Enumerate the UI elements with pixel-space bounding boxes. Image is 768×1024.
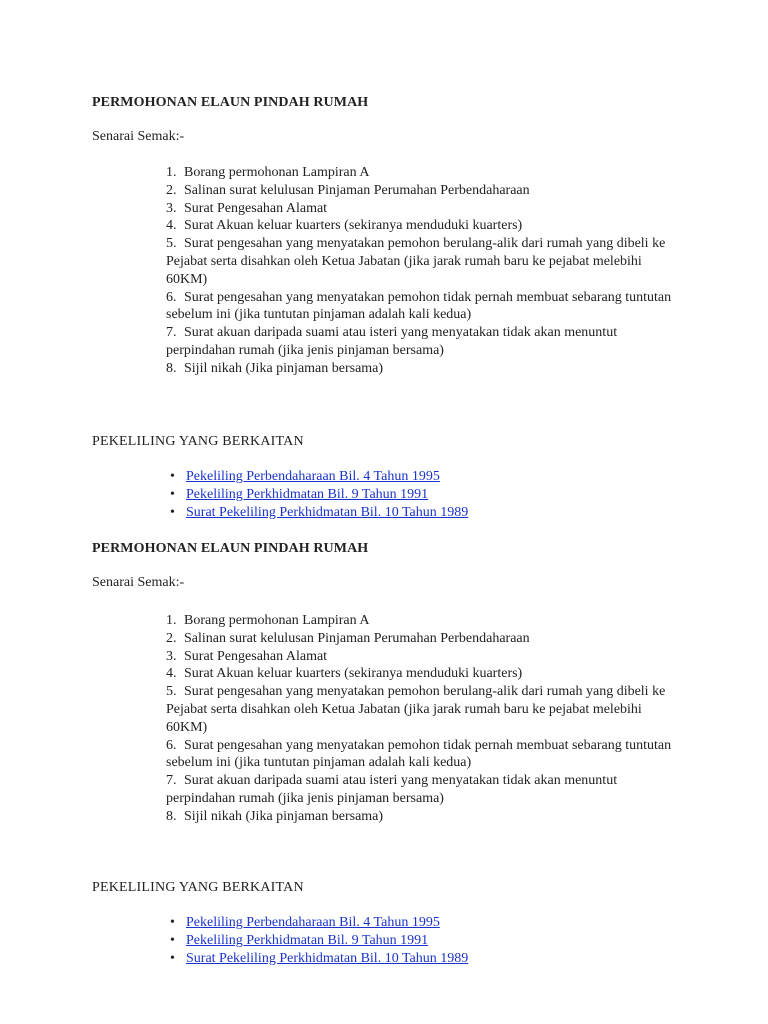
list-item	[170, 950, 468, 968]
checklist	[166, 164, 686, 378]
checklist-item: 6. Surat pengesahan yang menyatakan pemohon tidak pernah membuat sebarang tuntutan sebelum ini (jika tuntutan pinjaman adalah kali kedua)	[166, 289, 672, 323]
bullet-icon: •	[170, 951, 175, 966]
checklist-item: 3. Surat Pengesahan Alamat	[166, 648, 328, 664]
bullet-icon: •	[170, 505, 175, 520]
checklist-label: Senarai Semak:-	[92, 129, 185, 144]
related-links-list	[170, 468, 468, 522]
circular-link[interactable]: Pekeliling Perkhidmatan Bil. 9 Tahun 1991	[186, 933, 429, 948]
checklist-item: 4. Surat Akuan keluar kuarters (sekiranya menduduki kuarters)	[166, 666, 523, 682]
bullet-icon: •	[170, 915, 175, 930]
checklist-item: 8. Sijil nikah (Jika pinjaman bersama)	[166, 808, 384, 824]
bullet-icon: •	[170, 469, 175, 484]
checklist-item: 5. Surat pengesahan yang menyatakan pemohon berulang-alik dari rumah yang dibeli ke Pejabat serta disahkan oleh Ketua Jabatan (jika jarak rumah baru ke pejabat melebihi 60KM)	[166, 684, 666, 735]
checklist-item: 6. Surat pengesahan yang menyatakan pemohon tidak pernah membuat sebarang tuntutan sebelum ini (jika tuntutan pinjaman adalah kali kedua)	[166, 737, 672, 771]
bullet-icon: •	[170, 933, 175, 948]
list-item	[170, 468, 468, 486]
checklist-item: 7. Surat akuan daripada suami atau isteri yang menyatakan tidak akan menuntut perpindahan rumah (jika jenis pinjaman bersama)	[166, 325, 618, 358]
circular-link[interactable]: Pekeliling Perkhidmatan Bil. 9 Tahun 1991	[186, 487, 429, 502]
section-title: PERMOHONAN ELAUN PINDAH RUMAH	[92, 541, 369, 556]
section-2	[92, 540, 692, 558]
checklist-item: 8. Sijil nikah (Jika pinjaman bersama)	[166, 360, 384, 376]
list-item	[170, 486, 468, 504]
checklist-item: 2. Salinan surat kelulusan Pinjaman Perumahan Perbendaharaan	[166, 182, 530, 198]
list-item	[170, 932, 468, 950]
checklist-item: 1. Borang permohonan Lampiran A	[166, 165, 370, 180]
related-circulars-title: PEKELILING YANG BERKAITAN	[92, 434, 304, 449]
checklist-item: 5. Surat pengesahan yang menyatakan pemohon berulang-alik dari rumah yang dibeli ke Pejabat serta disahkan oleh Ketua Jabatan (jika jarak rumah baru ke pejabat melebihi 60KM)	[166, 236, 666, 287]
related-links-list	[170, 914, 468, 968]
circular-link[interactable]: Surat Pekeliling Perkhidmatan Bil. 10 Tahun 1989	[186, 951, 469, 966]
list-item	[170, 504, 468, 522]
section-1	[92, 94, 692, 112]
checklist-label: Senarai Semak:-	[92, 575, 185, 590]
circular-link[interactable]: Pekeliling Perbendaharaan Bil. 4 Tahun 1995	[186, 469, 440, 484]
list-item	[170, 914, 468, 932]
checklist-item: 1. Borang permohonan Lampiran A	[166, 613, 370, 628]
checklist	[166, 612, 686, 826]
circular-link[interactable]: Pekeliling Perbendaharaan Bil. 4 Tahun 1995	[186, 915, 440, 930]
checklist-item: 4. Surat Akuan keluar kuarters (sekiranya menduduki kuarters)	[166, 218, 523, 234]
checklist-item: 2. Salinan surat kelulusan Pinjaman Perumahan Perbendaharaan	[166, 630, 530, 646]
circular-link[interactable]: Surat Pekeliling Perkhidmatan Bil. 10 Tahun 1989	[186, 505, 469, 520]
section-title: PERMOHONAN ELAUN PINDAH RUMAH	[92, 95, 369, 110]
bullet-icon: •	[170, 487, 175, 502]
checklist-item: 7. Surat akuan daripada suami atau isteri yang menyatakan tidak akan menuntut perpindahan rumah (jika jenis pinjaman bersama)	[166, 773, 618, 806]
related-circulars-title: PEKELILING YANG BERKAITAN	[92, 880, 304, 895]
checklist-item: 3. Surat Pengesahan Alamat	[166, 200, 328, 216]
